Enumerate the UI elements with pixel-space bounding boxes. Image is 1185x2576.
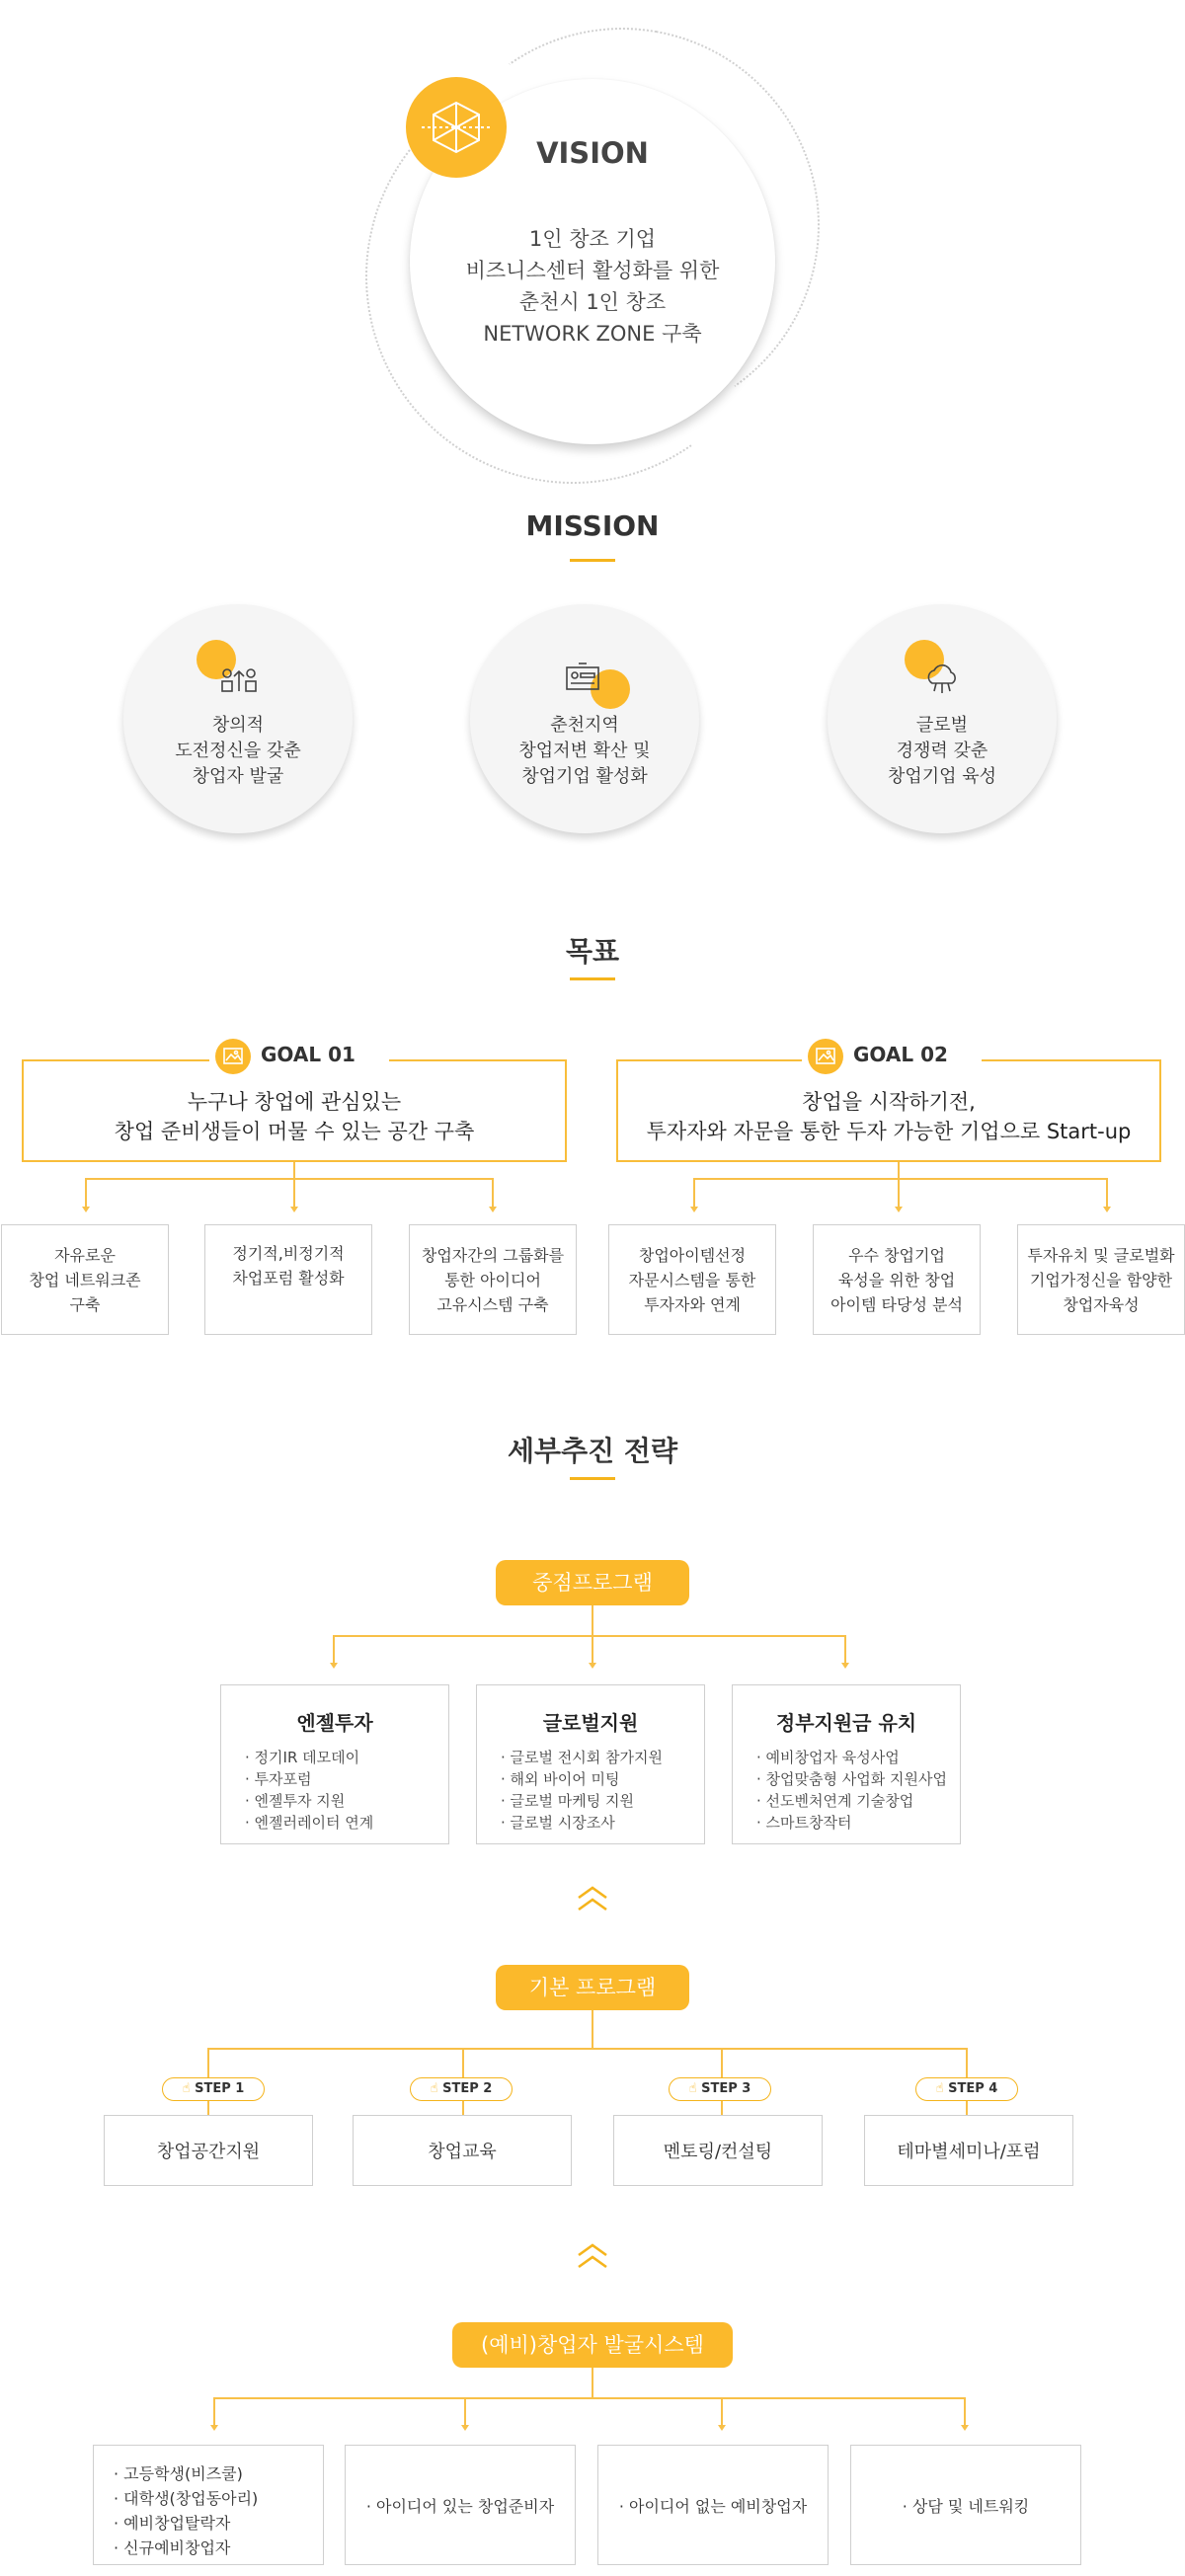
pointer-hand-icon: ☝ (430, 2081, 438, 2096)
core-stem (592, 1605, 593, 1635)
vision-title: VISION (536, 136, 649, 170)
arrow-down-icon (895, 1207, 903, 1212)
discovery-drop-2 (464, 2397, 466, 2427)
image-frame-icon (808, 1039, 843, 1074)
mission-2-line-2: 창업저변 확산 및 (518, 741, 651, 761)
goal-1-drop-2 (293, 1178, 295, 1208)
core-box-title: 글로벌지원 (542, 1711, 639, 1735)
goal-2-sub-3 (1017, 1224, 1185, 1335)
goal-1-label: GOAL 01 (261, 1043, 356, 1066)
core-box-list (245, 1747, 373, 1834)
discovery-branch (213, 2397, 966, 2399)
sub-line: 자유로운 (54, 1245, 116, 1265)
goal-2-badge (802, 1037, 982, 1076)
arrow-down-icon (961, 2425, 969, 2431)
mission-1-line-1: 창의적 (211, 715, 265, 736)
list-item: · 엔젤투자 지원 (245, 1790, 373, 1812)
mission-underline (570, 559, 615, 562)
step-badge-label: STEP 2 (442, 2081, 493, 2096)
list-item: · 글로벌 시장조사 (501, 1812, 663, 1834)
arrow-down-icon (1103, 1207, 1111, 1212)
goal-2-sub-1 (608, 1224, 776, 1335)
double-chevron-up-icon (575, 1884, 610, 1913)
list-item: · 대학생(창업동아리) (114, 2486, 258, 2511)
step-1-box: 창업공간지원 (104, 2115, 313, 2186)
goal-2-drop-2 (898, 1178, 900, 1208)
step-3-badge (669, 2077, 771, 2101)
global-cloud-icon (922, 658, 962, 697)
core-box-list (756, 1747, 947, 1834)
strategy-title: 세부추진 전략 (507, 1435, 678, 1467)
list-item: · 글로벌 전시회 참가지원 (501, 1747, 663, 1768)
goal-1-sub-2 (204, 1224, 372, 1335)
vision-line-4: NETWORK ZONE 구축 (483, 322, 702, 346)
core-box-title: 정부지원금 유치 (775, 1711, 917, 1735)
mission-text-3 (828, 713, 1057, 790)
step-badge-label: STEP 4 (948, 2081, 998, 2096)
step-badge-label: STEP 1 (195, 2081, 245, 2096)
core-drop-2 (592, 1635, 593, 1665)
mission-text-2 (470, 713, 699, 790)
sub-line: 구축 (69, 1294, 101, 1314)
arrow-down-icon (210, 2425, 218, 2431)
step-1-badge (162, 2077, 265, 2101)
sub-line: 육성을 위한 창업 (837, 1270, 956, 1289)
step-2-badge (410, 2077, 513, 2101)
core-box-global (476, 1684, 705, 1844)
goal-2-icon (808, 1039, 843, 1074)
list-item: · 고등학생(비즈쿨) (114, 2461, 258, 2486)
step-4-box: 테마별세미나/포럼 (864, 2115, 1073, 2186)
mission-3-line-2: 경쟁력 갖춘 (896, 741, 988, 761)
mission-1-line-2: 도전정신을 갖춘 (175, 741, 301, 761)
sub-line: 창업자육성 (1063, 1294, 1140, 1314)
mission-1-line-3: 창업자 발굴 (192, 766, 284, 787)
sub-line: 통한 아이디어 (444, 1270, 541, 1289)
discovery-box-without-idea: · 아이디어 없는 예비창업자 (597, 2445, 829, 2565)
sub-line: 아이템 타당성 분석 (830, 1294, 963, 1314)
goal-2-text (618, 1087, 1159, 1146)
sub-line: 기업가정신을 함양한 (1029, 1270, 1173, 1289)
image-frame-icon (215, 1039, 251, 1074)
double-chevron-up-icon (575, 2241, 610, 2271)
mission-2-line-1: 춘천지역 (550, 715, 619, 736)
pointer-hand-icon: ☝ (935, 2081, 944, 2096)
pointer-hand-icon: ☝ (688, 2081, 697, 2096)
list-item: · 예비창업자 육성사업 (756, 1747, 947, 1768)
discovery-drop-4 (964, 2397, 966, 2427)
list-item: · 엔젤러레이터 연계 (245, 1812, 373, 1834)
list-item: · 정기IR 데모데이 (245, 1747, 373, 1768)
goal-1-line-2: 창업 준비생들이 머물 수 있는 공간 구축 (114, 1120, 475, 1143)
mission-3-line-3: 창업기업 육성 (887, 766, 997, 787)
vision-icon-badge (406, 77, 507, 178)
mission-text-1 (123, 713, 353, 790)
goal-1-stem (293, 1162, 295, 1178)
goal-2-line-2: 투자자와 자문을 통한 두자 가능한 기업으로 Start-up (646, 1120, 1132, 1143)
goal-1-drop-1 (85, 1178, 87, 1208)
pointer-hand-icon: ☝ (182, 2081, 191, 2096)
discovery-drop-1 (213, 2397, 215, 2427)
arrow-down-icon (489, 1207, 497, 1212)
goal-2-line-1: 창업을 시작하기전, (802, 1090, 976, 1114)
sub-line: 우수 창업기업 (848, 1245, 945, 1265)
discovery-system-pill: (예비)창업자 발굴시스템 (452, 2322, 733, 2368)
goal-2-drop-3 (1106, 1178, 1108, 1208)
goal-1-text (24, 1087, 565, 1146)
discovery-box-students (93, 2445, 324, 2565)
goal-1-line-1: 누구나 창업에 관심있는 (187, 1090, 402, 1114)
list-item: · 선도벤처연계 기술창업 (756, 1790, 947, 1812)
goals-title: 목표 (565, 935, 620, 968)
vision-line-1: 1인 창조 기업 (528, 227, 657, 251)
discovery-stem (592, 2368, 593, 2397)
goal-2-label: GOAL 02 (853, 1043, 948, 1066)
goal-2-sub-2 (813, 1224, 981, 1335)
arrow-down-icon (690, 1207, 698, 1212)
arrow-down-icon (330, 1663, 338, 1669)
goal-1-sub-3 (409, 1224, 577, 1335)
vision-line-2: 비즈니스센터 활성화를 위한 (465, 259, 720, 282)
list-item: · 창업맞춤형 사업화 지원사업 (756, 1768, 947, 1790)
mission-title: MISSION (525, 509, 660, 542)
step-3-box: 멘토링/컨설팅 (613, 2115, 823, 2186)
sub-line: 자문시스템을 통한 (628, 1270, 756, 1289)
list-item: · 예비창업탈락자 (114, 2511, 258, 2536)
basic-stem (592, 2010, 593, 2048)
step-4-badge (915, 2077, 1018, 2101)
goal-2-branch (693, 1178, 1108, 1180)
list-item: · 신규예비창업자 (114, 2536, 258, 2560)
list-item: · 스마트창작터 (756, 1812, 947, 1834)
sub-line: 정기적,비정기적 (232, 1244, 345, 1263)
basic-branch (207, 2048, 968, 2050)
goal-1-drop-3 (492, 1178, 494, 1208)
discovery-box-with-idea: · 아이디어 있는 창업준비자 (345, 2445, 576, 2565)
arrow-down-icon (82, 1207, 90, 1212)
discovery-drop-3 (721, 2397, 723, 2427)
goal-2-drop-1 (693, 1178, 695, 1208)
vision-line-3: 춘천시 1인 창조 (518, 290, 667, 314)
core-branch (333, 1635, 846, 1637)
core-box-title: 엔젤투자 (296, 1711, 373, 1735)
sub-line: 창업아이템선정 (638, 1245, 747, 1265)
list-item: · 글로벌 마케팅 지원 (501, 1790, 663, 1812)
sub-line: 차업포럼 활성화 (232, 1269, 345, 1288)
arrow-down-icon (841, 1663, 849, 1669)
sub-line: 창업 네트워크존 (29, 1270, 141, 1289)
sub-line: 고유시스템 구축 (436, 1294, 549, 1314)
core-box-angel (220, 1684, 449, 1844)
sub-line: 투자자와 연계 (644, 1294, 741, 1314)
sub-line: 투자유치 및 글로벌화 (1027, 1245, 1175, 1265)
core-box-government (732, 1684, 961, 1844)
goal-1-icon (215, 1039, 251, 1074)
core-program-pill: 중점프로그램 (496, 1560, 689, 1605)
goal-1-sub-1 (1, 1224, 169, 1335)
arrow-down-icon (461, 2425, 469, 2431)
goal-1-badge (209, 1037, 389, 1076)
arrow-down-icon (589, 1663, 596, 1669)
list-item: · 투자포럼 (245, 1768, 373, 1790)
goal-2-stem (898, 1162, 900, 1178)
basic-program-pill: 기본 프로그램 (496, 1965, 689, 2010)
sub-line: 창업자간의 그룹화를 (421, 1245, 565, 1265)
presentation-board-icon (563, 660, 602, 699)
core-drop-1 (333, 1635, 335, 1665)
goals-underline (570, 977, 615, 980)
goal-1-branch (85, 1178, 494, 1180)
core-drop-3 (844, 1635, 846, 1665)
list-item: · 해외 바이어 미팅 (501, 1768, 663, 1790)
core-box-list (501, 1747, 663, 1834)
mission-3-line-1: 글로벌 (915, 715, 969, 736)
step-badge-label: STEP 3 (701, 2081, 751, 2096)
discovery-list (114, 2461, 258, 2560)
people-growth-icon (219, 662, 259, 701)
arrow-down-icon (718, 2425, 726, 2431)
strategy-underline (570, 1477, 615, 1480)
cube-network-icon (406, 77, 507, 178)
arrow-down-icon (290, 1207, 298, 1212)
mission-2-line-3: 창업기업 활성화 (521, 766, 648, 787)
step-2-box: 창업교육 (353, 2115, 572, 2186)
discovery-box-networking: · 상담 및 네트워킹 (850, 2445, 1081, 2565)
